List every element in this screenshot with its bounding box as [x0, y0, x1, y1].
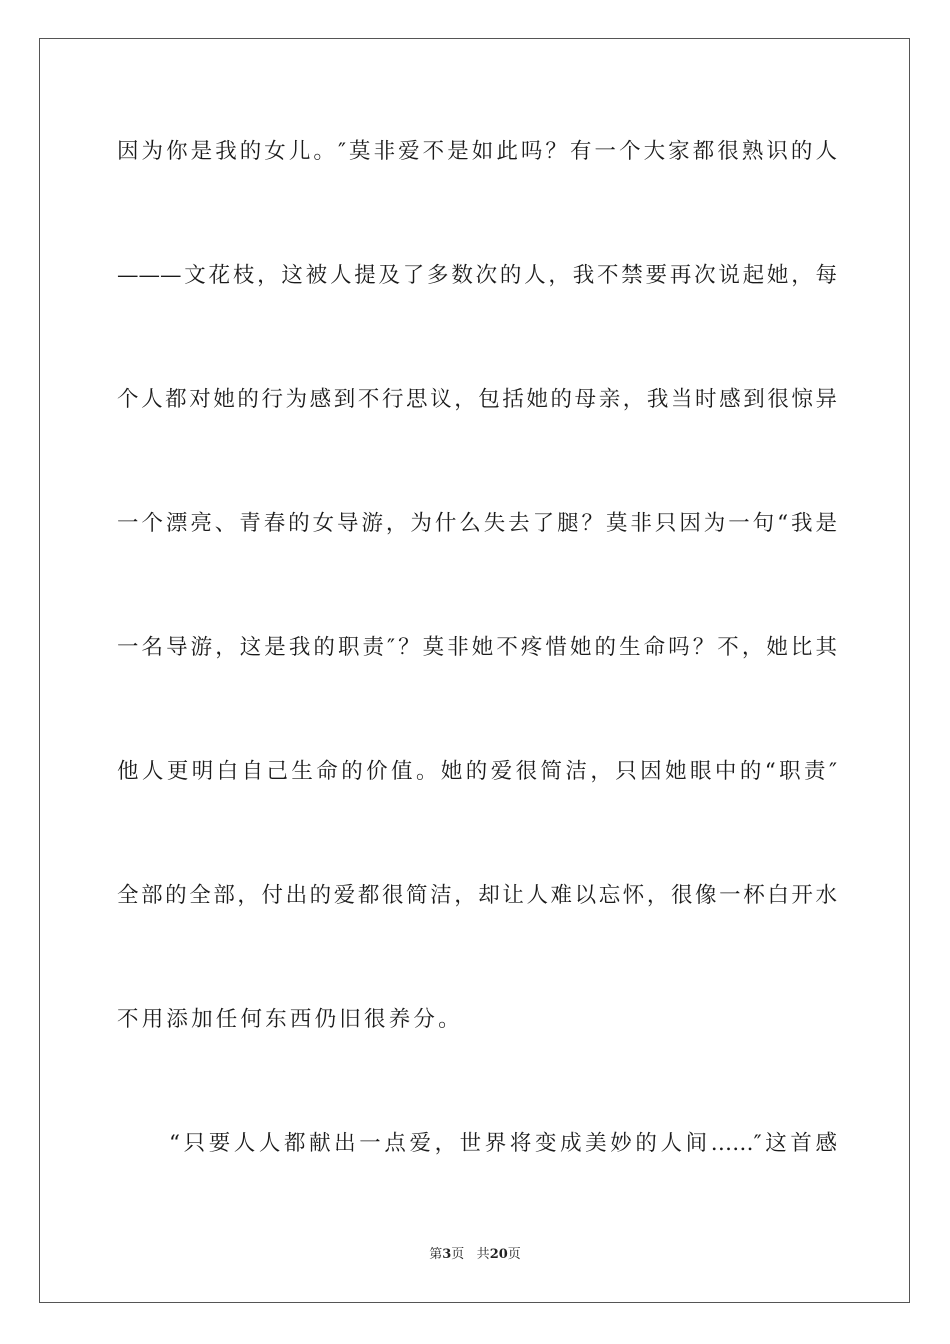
paragraph-line-5: 一名导游，这是我的职责″？莫非她不疼惜她的生命吗？不，她比其	[117, 635, 837, 660]
page-frame	[39, 38, 910, 1303]
page-footer	[0, 1246, 950, 1264]
paragraph-line-6: 他人更明白自己生命的价值。她的爱很简洁，只因她眼中的“职责″	[117, 759, 837, 784]
footer-page-total: 20	[489, 1247, 508, 1262]
footer-total-prefix: 共	[476, 1247, 490, 1262]
paragraph-line-7: 全部的全部，付出的爱都很简洁，却让人难以忘怀，很像一杯白开水	[117, 883, 837, 908]
footer-page-current: 3	[442, 1247, 452, 1262]
paragraph-line-8: 不用添加任何东西仍旧很养分。	[117, 1007, 463, 1032]
footer-page-suffix: 页	[451, 1247, 465, 1262]
paragraph-line-2: ———文花枝，这被人提及了多数次的人，我不禁要再次说起她，每	[117, 263, 837, 288]
paragraph-line-3: 个人都对她的行为感到不行思议，包括她的母亲，我当时感到很惊异	[117, 387, 837, 412]
paragraph-line-1: 因为你是我的女儿。″莫非爱不是如此吗？有一个大家都很熟识的人	[117, 139, 837, 164]
footer-total-suffix: 页	[507, 1247, 521, 1262]
paragraph-line-4: 一个漂亮、青春的女导游，为什么失去了腿？莫非只因为一句“我是	[117, 511, 837, 536]
footer-page-prefix: 第	[429, 1247, 443, 1262]
paragraph-line-9: “只要人人都献出一点爱，世界将变成美妙的人间……″这首感	[169, 1131, 837, 1156]
